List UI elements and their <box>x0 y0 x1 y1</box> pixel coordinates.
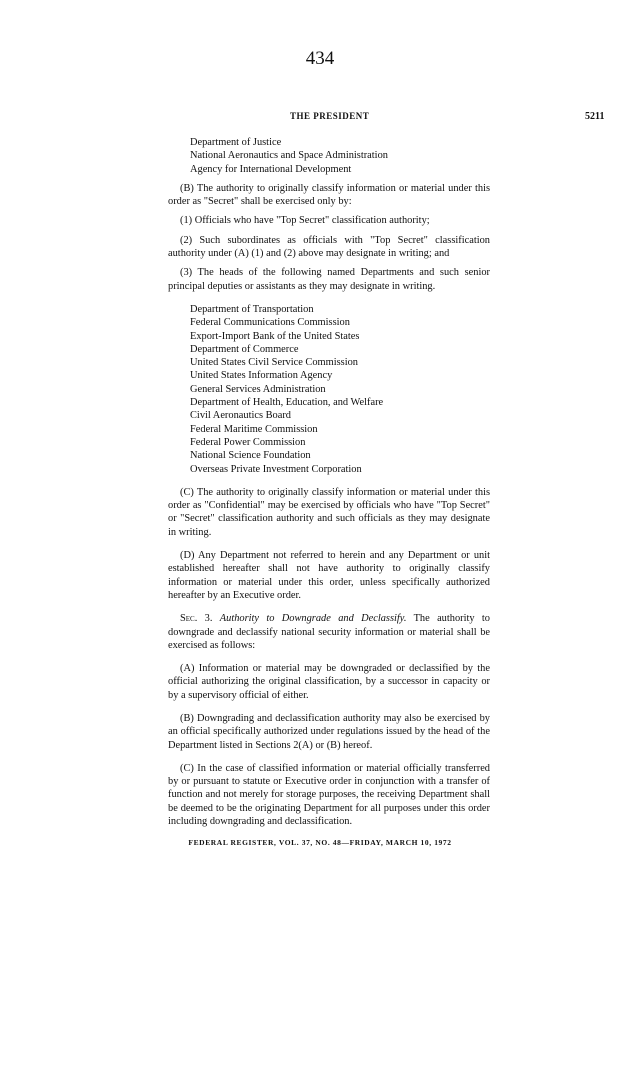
list-item: Department of Health, Education, and Welfare <box>190 397 384 409</box>
section-text: The authority to downgrade and declassify national security information or material shall be exercised as follows: <box>168 613 490 651</box>
paragraph-b1: (1) Officials who have "Top Secret" classification authority; <box>180 215 430 227</box>
list-item: Federal Communications Commission <box>190 317 350 329</box>
section-3-intro <box>168 612 490 652</box>
list-item: Department of Commerce <box>190 343 299 355</box>
section-label: Sec. 3. <box>180 613 213 625</box>
top-department-list <box>190 136 490 176</box>
list-item: National Science Foundation <box>190 450 311 462</box>
paragraph-sec3-c: (C) In the case of classified information or material officially transferred by or pursuant to statute or Executive order in conjunction with a transfer of function and not merely for storage purposes, the receiving Department shall be deemed to be the originating Department for all purposes under this order including downgrading and declassification. <box>168 762 490 828</box>
list-item: Federal Power Commission <box>190 436 306 448</box>
paragraph-d: (D) Any Department not referred to herein and any Department or unit established hereafter shall not have authority to originally classify information or material under this order, unless specifically authorized hereafter by an Executive order. <box>168 550 490 601</box>
footer-citation: FEDERAL REGISTER, VOL. 37, NO. 48—FRIDAY, MARCH 10, 1972 <box>188 838 452 847</box>
list-item: Department of Justice <box>190 137 282 148</box>
paragraph-b2: (2) Such subordinates as officials with "Top Secret" classification authority under (A) (1) and (2) above may designate in writing; and <box>168 234 490 260</box>
paragraph-sec3-a: (A) Information or material may be downgraded or declassified by the official authorizing the original classification, by a successor in capacity or by a supervisory official of either. <box>168 663 490 701</box>
list-item: Agency for International Development <box>190 163 352 175</box>
running-head: THE PRESIDENT <box>290 111 370 121</box>
page-number: 434 <box>305 48 335 69</box>
list-item: Overseas Private Investment Corporation <box>190 463 362 475</box>
folio-number: 5211 <box>585 111 605 122</box>
list-item: National Aeronautics and Space Administration <box>190 150 388 162</box>
named-department-list <box>190 303 490 476</box>
body-text <box>168 136 490 828</box>
paragraph-b3: (3) The heads of the following named Departments and such senior principal deputies or assistants as they may designate in writing. <box>168 267 490 292</box>
list-item: Federal Maritime Commission <box>190 423 318 435</box>
list-item: Export-Import Bank of the United States <box>190 330 360 342</box>
list-item: Department of Transportation <box>190 303 314 315</box>
paragraph-b-secret: (B) The authority to originally classify information or material under this order as "Secret" shall be exercised only by: <box>168 182 490 208</box>
paragraph-c-confidential: (C) The authority to originally classify information or material under this order as "Confidential" may be exercised by officials who have "Top Secret" or "Secret" classification authority and such officials as they may designate in writing. <box>168 486 490 538</box>
list-item: Civil Aeronautics Board <box>190 410 292 422</box>
list-item: United States Information Agency <box>190 370 333 382</box>
section-title: Authority to Downgrade and Declassify. <box>219 613 407 625</box>
paragraph-sec3-b: (B) Downgrading and declassification authority may also be exercised by an official specifically authorized under regulations issued by the head of the Department listed in Sections 2(A) or (B) hereof. <box>168 712 490 751</box>
list-item: General Services Administration <box>190 383 326 395</box>
list-item: United States Civil Service Commission <box>190 357 358 369</box>
